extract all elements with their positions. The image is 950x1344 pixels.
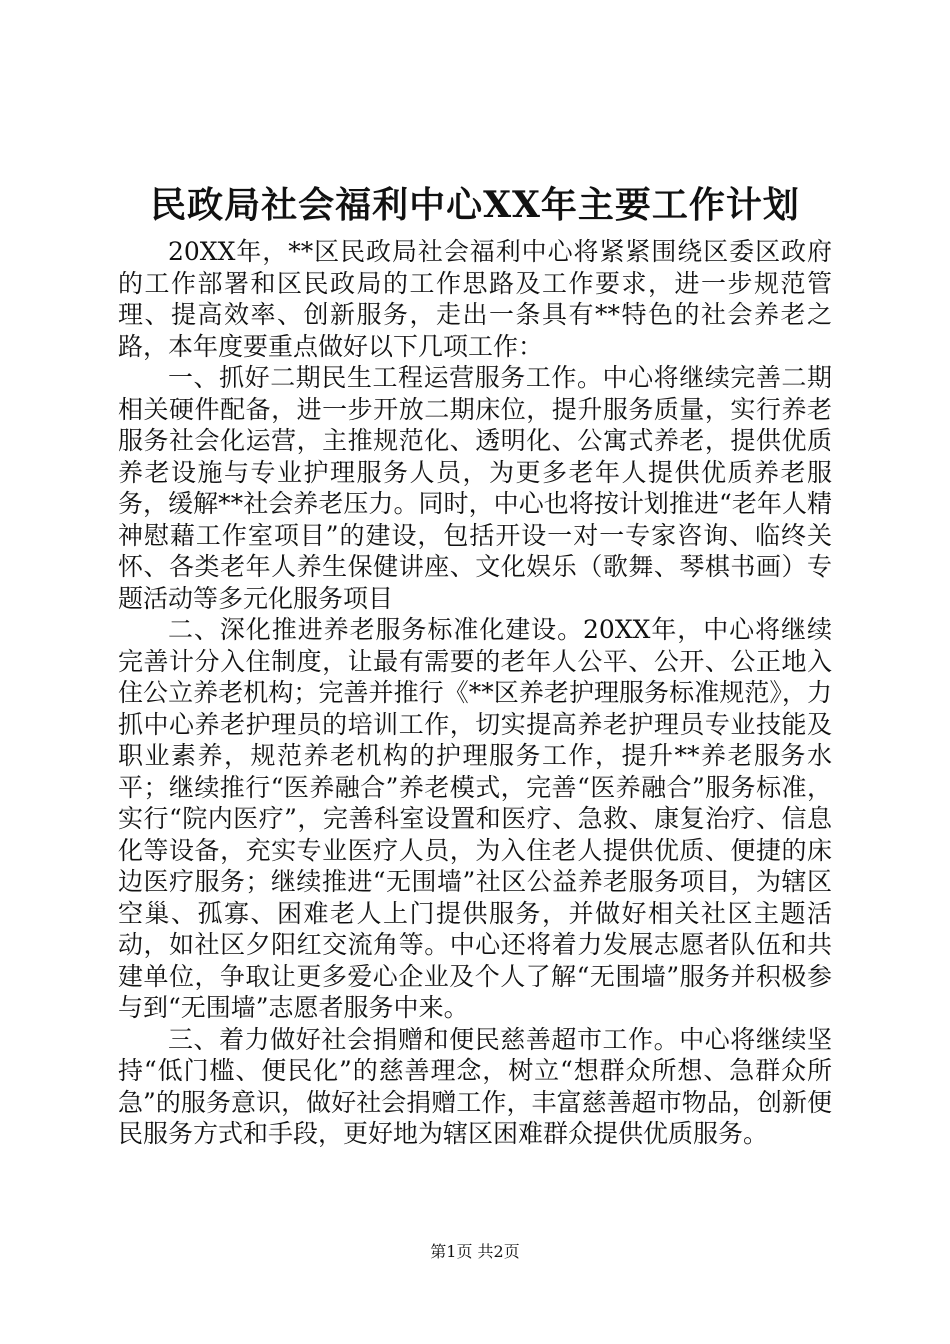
page-footer: 第1页 共2页 — [430, 1242, 520, 1261]
paragraph-section-1: 一、抓好二期民生工程运营服务工作。中心将继续完善二期相关硬件配备，进一步开放二期床位，提升服务质量，实行养老服务社会化运营，主推规范化、透明化、公寓式养老，提供优质养老设施与专业护理服务人员，为更多老年人提供优质养老服务，缓解**社会养老压力。同时，中心也将按计划推进“老年人精神慰藉工作室项目”的建设，包括开设一对一专家咨询、临终关怀、各类老年人养生保健讲座、文化娱乐（歌舞、琴棋书画）专题活动等多元化服务项目 — [118, 363, 832, 613]
paragraph-intro: 20XX年，**区民政局社会福利中心将紧紧围绕区委区政府的工作部署和区民政局的工作思路及工作要求，进一步规范管理、提高效率、创新服务，走出一条具有**特色的社会养老之路，本年度要重点做好以下几项工作： — [118, 237, 832, 361]
page-title: 民政局社会福利中心XX年主要工作计划 — [150, 184, 800, 226]
paragraph-section-2: 二、深化推进养老服务标准化建设。20XX年，中心将继续完善计分入住制度，让最有需要的老年人公平、公开、公正地入住公立养老机构；完善并推行《**区养老护理服务标准规范》，力抓中心养老护理员的培训工作，切实提高养老护理员专业技能及职业素养，规范养老机构的护理服务工作，提升**养老服务水平；继续推行“医养融合”养老模式，完善“医养融合”服务标准，实行“院内医疗”，完善科室设置和医疗、急救、康复治疗、信息化等设备，充实专业医疗人员，为入住老人提供优质、便捷的床边医疗服务；继续推进“无围墙”社区公益养老服务项目，为辖区空巢、孤寡、困难老人上门提供服务，并做好相关社区主题活动，如社区夕阳红交流角等。中心还将着力发展志愿者队伍和共建单位，争取让更多爱心企业及个人了解“无围墙”服务并积极参与到“无围墙”志愿者服务中来。 — [118, 615, 832, 1022]
paragraph-section-3: 三、着力做好社会捐赠和便民慈善超市工作。中心将继续坚持“低门槛、便民化”的慈善理念，树立“想群众所想、急群众所急”的服务意识，做好社会捐赠工作，丰富慈善超市物品，创新便民服务方式和手段，更好地为辖区困难群众提供优质服务。 — [118, 1024, 832, 1148]
document-body — [118, 236, 832, 1150]
